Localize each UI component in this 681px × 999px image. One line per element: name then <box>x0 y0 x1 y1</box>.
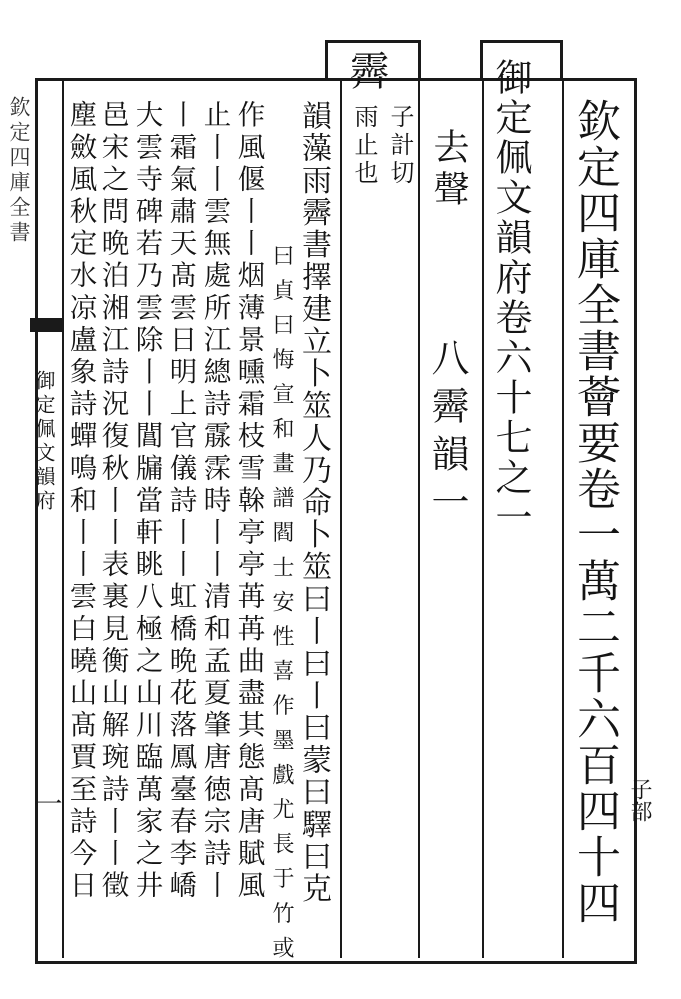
folio-number: 一 <box>32 790 62 816</box>
body-line-7: 邑宋之問晩泊湘江詩況復秋丨丨表裏見衡山解琬詩丨丨徵 <box>96 100 129 903</box>
top-ear <box>325 40 420 43</box>
top-ear-right <box>480 40 562 43</box>
body-line-2: 曰貞曰悔宣和畫譜閻士安性喜作墨戲尤長于竹或 <box>269 244 294 971</box>
head-character: 霽 <box>343 50 389 90</box>
body-line-3: 作風偃丨丨烟薄景曛霜枝雪榦亭亭苒苒曲盡其態髙唐賦風 <box>232 100 265 903</box>
column-divider <box>418 78 420 958</box>
page-title: 欽定四庫全書薈要卷一萬二千六百四十四 <box>569 98 620 926</box>
body-line-1: 韻藻雨霽書擇建立卜筮人乃命卜筮曰丨曰丨曰蒙曰驛曰克 <box>296 100 331 905</box>
column-divider <box>62 78 64 958</box>
book-title: 御定佩文韻府卷六十七之一 <box>489 58 532 538</box>
rhyme-heading: 八霽韻一 <box>425 338 469 530</box>
column-divider <box>482 78 484 958</box>
body-line-6: 大雲寺碑若乃雲除丨丨閶牖當軒眺八極之山川臨萬家之井 <box>130 100 163 903</box>
fold-marker <box>30 318 64 332</box>
column-divider <box>562 78 564 958</box>
margin-collection-title: 欽定四庫全書 <box>7 96 31 246</box>
section-label: 子部 <box>627 778 652 822</box>
head-note-line-1: 子計切 <box>386 104 414 188</box>
body-line-5: 丨霜氣肅天髙雲日明上官儀詩丨丨虹橋晩花落鳳臺春李嶠 <box>164 100 197 903</box>
head-note-line-2: 雨止也 <box>350 104 378 188</box>
body-line-4: 止丨丨雲無處所江總詩霡霂時丨丨清和孟夏肇唐徳宗詩丨 <box>198 100 231 903</box>
body-line-8: 塵斂風秋定水凉盧象詩蟬鳴和丨丨雲白曉山髙賈至詩今日 <box>64 100 97 903</box>
tone-heading: 去聲 <box>428 128 469 212</box>
margin-book-title: 御定佩文韻府 <box>32 370 56 514</box>
column-divider <box>340 78 342 958</box>
